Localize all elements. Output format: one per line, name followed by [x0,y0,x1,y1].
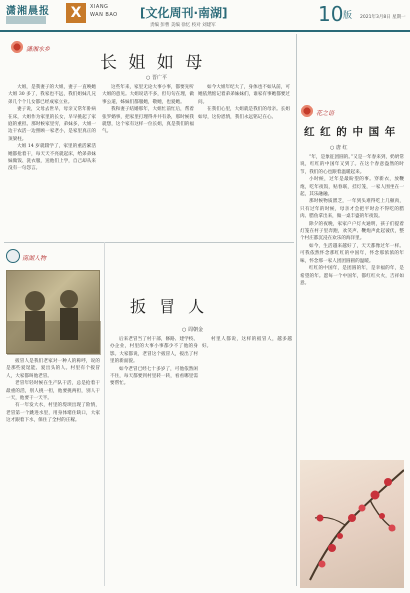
article1-byline: ○ 晋广平 [146,75,167,81]
article2-para: “年，是象征团圆的。”又是一年春来到，奶奶常说，红红的中国年又到了。在这个春意盎然的时节，我们的心也跟着温暖起来。 [300,155,404,175]
article1-col1 [8,84,96,240]
article2-para: 小时候，过年是最盼望的事。穿新衣，放鞭炮，吃年夜饭，贴春联，挂灯笼，一家人围坐在一起，其乐融融。 [300,177,404,198]
article2-column-label: 花之语 [316,110,335,117]
issue-date: 2021年3月8日 星期一 [360,15,406,20]
article2-para: 如今，生活越来越好了，天天都像过年一样。可我依然怀念那红红的中国年，怀念那浓浓的年味，怀念那一家人团团圆圆的温暖。 [300,243,404,264]
article3-para: 有一年发大水，村里的堤坝出现了险情，老冒第一个跳进水里，用身体堵住缺口，大家这才跟着下水，保住了全村的庄稼。 [6,403,100,424]
plum-blossom-icon [300,460,404,588]
logo-underline [6,16,46,24]
article3-col1 [6,358,100,586]
editor-credits: 责编 彭曹 美编 徐忆 校对 刘建军 [150,23,216,28]
column-divider [296,34,297,586]
article1-para: 大姐，是我妻子的大姐，妻子一直唤她大姐 30 多了，我家也不远，我们姐妹几兄弟几个个儿女都已经成家立业。 [8,85,96,105]
article1-title: 长 姐 如 母 [100,53,206,73]
article3-col3 [202,336,292,586]
section-x-badge: X [66,3,86,23]
column-flower-icon [300,104,314,118]
article2-para: 那时候物质匮乏，一年到头难得吃上几顿肉，只有过年的时候，母亲才会把平时舍不得吃的腊肉、腊鱼拿出来，做一桌丰盛的年夜饭。 [300,199,404,220]
column-flower-icon [10,40,24,54]
article3-para: 扳冒人是我们老家对一种人的称呼，说的是那些爱逞能、爱出头的人。村里有个扳冒人，大家都叫他老冒。 [6,359,100,379]
article3-para: 老冒年轻时候在生产队干活，总是抢着干最重的活，别人挑一担，他要挑两担，别人干一天，他要干一天半。 [6,381,100,402]
plum-blossom-painting [300,460,404,588]
article1-para: 妻子说，父母去世早，母亲又常年卧病在床，大姐作为家里的长女，早早挑起了家庭的重担。那时候家里穷，弟妹多，大姐一边干农活一边照顾一家老小，是家里真正的顶梁柱。 [8,107,96,142]
section-title: [文化周刊·南湖] [140,6,228,20]
article2-para: 红红的中国年，是团圆的年，是幸福的年，是希望的年。愿每一个中国年，都红红火火，吉祥如意。 [300,266,404,286]
article1-para: 大姐 14 岁就辍学了，家里的重活累活她都抢着干，每天天不亮就起床，给弟弟妹妹做饭、洗衣服，送他们上学，自己却从来没有一句怨言。 [8,144,96,172]
article1-column-label: 潇湘水乡 [26,46,51,53]
photo-scene-icon [7,271,101,355]
masthead-pinyin-1: XIANG [90,4,109,10]
page-label: 版 [343,11,353,21]
article1-para: 在我们心里，大姐就是我们的母亲。长姐如母，这份恩情，我们永远铭记在心。 [198,107,290,120]
article1-col2 [102,84,194,240]
article2-body [300,154,404,456]
page-number: 10 [318,2,344,26]
column-badge-icon [6,249,20,263]
article3-title: 扳 冒 人 [130,297,209,316]
article3-para: 如今老冒已经七十多岁了，可他依然闲不住，每天都要到村里转一转，看看哪里需要帮忙。 [110,366,198,387]
article1-para: 我和妻子结婚那年，大姐忙前忙后，帮着张罗婚事，把家里打理得井井有条，那时候我就想，这个家有这样一位长姐，真是我们的福气。 [102,107,194,135]
column-divider-lower [104,242,105,586]
article3-photo [6,270,100,354]
section-divider [4,242,294,243]
article3-column-label: 南湖人物 [22,255,47,262]
article3-col2 [110,336,198,586]
article1-para: 这些年来，家里无论大事小事，都要先听大姐的意见。大姐说话不多，但句句在理，做事公道，姊妹们都服她，敬她，也爱她。 [102,85,194,105]
article3-para: 村里人都说，这样的扳冒人，越多越好。 [202,337,292,350]
article2-para: 除夕的夜晚，家家户户灯火通明，孩子们提着灯笼在村子里奔跑，欢笑声、鞭炮声此起彼伏，整个村庄都沉浸在欢乐的海洋里。 [300,221,404,242]
masthead-pinyin-2: WAN BAO [90,12,118,18]
article3-byline: ○ 周朝金 [182,327,203,333]
article1-para: 如今大姐年纪大了，身体也不如从前，可她依然惦记着弟弟妹妹们，谁家有事她都要过问。 [198,85,290,105]
article2-title: 红 红 的 中 国 年 [304,126,397,138]
article1-col3 [198,84,290,240]
masthead-rule [0,30,410,32]
article2-byline: ○ 唐 红 [330,145,348,151]
newspaper-logo: 潇湘晨报 [6,6,50,17]
article3-para: 后来老冒当了村干部，修路、建学校、办企业，村里的大事小事都少不了他的身影。大家都说，老冒这个扳冒人，扳出了村里的新面貌。 [110,337,198,365]
